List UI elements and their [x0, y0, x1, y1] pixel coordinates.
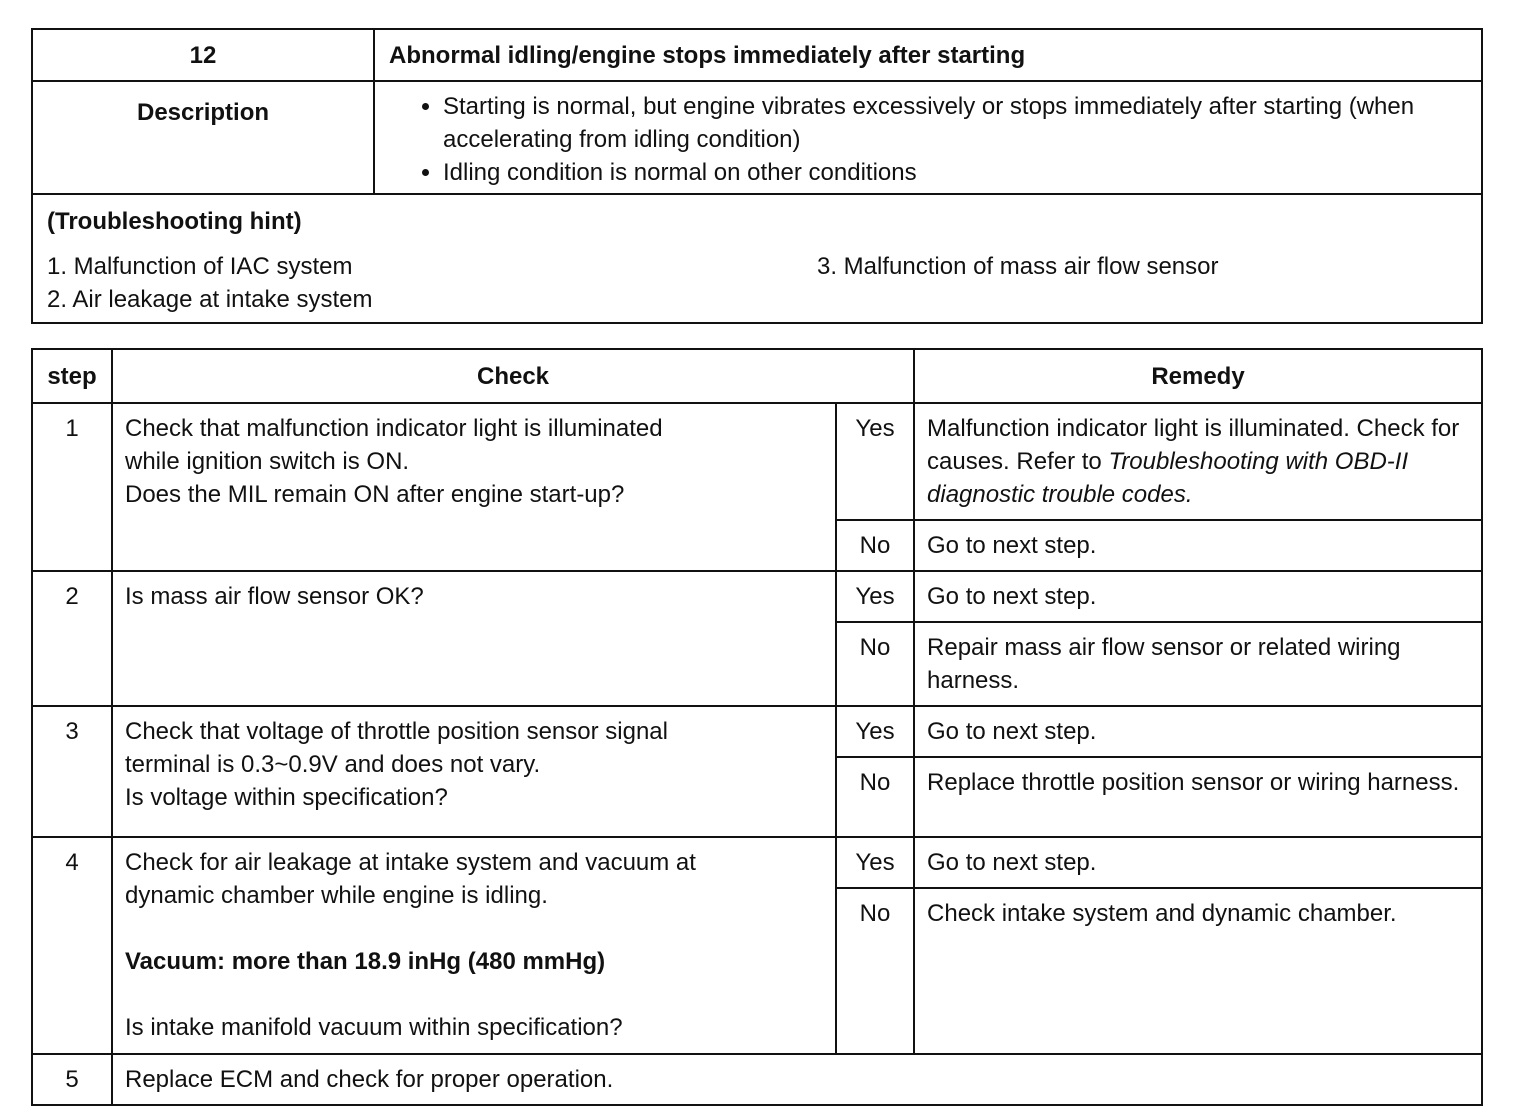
no-remedy: Replace throttle position sensor or wiring harness. — [914, 757, 1482, 837]
description-list — [415, 90, 1471, 189]
hint-item: 1. Malfunction of IAC system — [47, 253, 353, 280]
remedy-text: Malfunction indicator light is illuminated. Check for causes. Refer to — [927, 415, 1460, 475]
header-check: Check — [112, 349, 914, 403]
yes-remedy: Go to next step. — [914, 571, 1482, 622]
spacer — [125, 912, 823, 945]
yes-remedy: Go to next step. — [914, 837, 1482, 888]
info-table — [31, 28, 1483, 324]
no-remedy: Check intake system and dynamic chamber. — [914, 888, 1482, 1054]
check-line: while ignition switch is ON. — [125, 448, 410, 475]
no-label: No — [836, 757, 914, 837]
no-remedy: Go to next step. — [914, 520, 1482, 571]
hint-list — [47, 250, 1467, 316]
table-row — [32, 571, 1482, 622]
step-number: 4 — [32, 837, 112, 1054]
step-check — [112, 837, 836, 1054]
step-number: 5 — [32, 1054, 112, 1105]
header-row — [32, 349, 1482, 403]
hint-column-right — [817, 250, 1467, 316]
step-number: 3 — [32, 706, 112, 837]
header-step: step — [32, 349, 112, 403]
hint-item: 2. Air leakage at intake system — [47, 286, 373, 313]
no-remedy: Repair mass air flow sensor or related wiring harness. — [914, 622, 1482, 706]
step-number: 2 — [32, 571, 112, 706]
description-label: Description — [32, 81, 374, 194]
check-line: Does the MIL remain ON after engine start-up? — [125, 481, 625, 508]
check-line: Check for air leakage at intake system and vacuum at — [125, 849, 696, 876]
hint-item: 3. Malfunction of mass air flow sensor — [817, 253, 1219, 280]
yes-label: Yes — [836, 837, 914, 888]
table-row — [32, 837, 1482, 888]
remedy-reference: Troubleshooting with OBD-II diagnostic trouble codes. — [927, 448, 1409, 508]
yes-label: Yes — [836, 403, 914, 520]
vacuum-spec: Vacuum: more than 18.9 inHg (480 mmHg) — [125, 948, 606, 975]
section-title: Abnormal idling/engine stops immediately after starting — [374, 29, 1482, 81]
description-body — [374, 81, 1482, 194]
hint-title: (Troubleshooting hint) — [47, 208, 302, 235]
check-line: terminal is 0.3~0.9V and does not vary. — [125, 751, 541, 778]
step-check — [112, 403, 836, 571]
hint-column-left — [47, 250, 817, 316]
section-number: 12 — [32, 29, 374, 81]
no-label: No — [836, 520, 914, 571]
check-question: Is intake manifold vacuum within specification? — [125, 1014, 623, 1041]
check-line: Is voltage within specification? — [125, 784, 448, 811]
table-row — [32, 1054, 1482, 1105]
yes-remedy — [914, 403, 1482, 520]
header-remedy: Remedy — [914, 349, 1482, 403]
no-label: No — [836, 622, 914, 706]
steps-table — [31, 348, 1483, 1106]
step-number: 1 — [32, 403, 112, 571]
yes-label: Yes — [836, 571, 914, 622]
table-row — [32, 403, 1482, 520]
step-check — [112, 571, 836, 706]
description-item: • Starting is normal, but engine vibrates excessively or stops immediately after starting (when accelerating from idling condition) — [443, 90, 1471, 156]
yes-label: Yes — [836, 706, 914, 757]
check-line: dynamic chamber while engine is idling. — [125, 882, 548, 909]
troubleshooting-hint — [32, 194, 1482, 323]
spacer — [125, 978, 823, 1011]
check-line: Check that malfunction indicator light is illuminated — [125, 415, 663, 442]
step-check — [112, 706, 836, 837]
description-item: • Idling condition is normal on other conditions — [443, 156, 1471, 189]
table-row — [32, 706, 1482, 757]
no-label: No — [836, 888, 914, 1054]
step-check: Replace ECM and check for proper operation. — [112, 1054, 1482, 1105]
yes-remedy: Go to next step. — [914, 706, 1482, 757]
check-line: Is mass air flow sensor OK? — [125, 583, 424, 610]
check-line: Check that voltage of throttle position sensor signal — [125, 718, 668, 745]
